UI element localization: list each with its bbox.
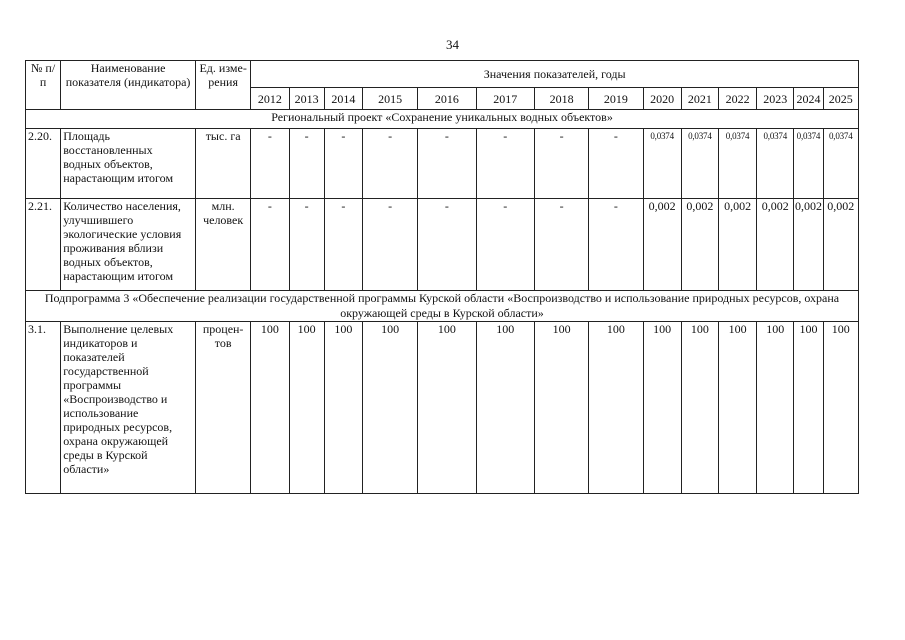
value-cell: 0,0374	[794, 129, 823, 199]
value-cell: -	[418, 199, 476, 291]
value-cell: 0,002	[757, 199, 794, 291]
value-cell: -	[362, 129, 417, 199]
header-values: Значения показателей, годы	[251, 61, 859, 88]
value-cell: 100	[418, 322, 476, 494]
value-cell: -	[534, 129, 588, 199]
value-cell: 0,002	[823, 199, 858, 291]
value-cell: -	[251, 129, 289, 199]
indicator-name: Площадь восстановленных водных объектов, нарастающим итогом	[61, 129, 196, 199]
value-cell: 0,0374	[681, 129, 718, 199]
value-cell: -	[589, 129, 643, 199]
subprogram-row	[26, 291, 859, 322]
indicators-table	[25, 60, 859, 494]
value-cell: -	[476, 129, 534, 199]
value-cell: 100	[289, 322, 324, 494]
header-name: Наименование показателя (индикатора)	[61, 61, 196, 110]
value-cell: 100	[794, 322, 823, 494]
header-row	[26, 61, 859, 88]
value-cell: -	[324, 129, 362, 199]
value-cell: -	[362, 199, 417, 291]
value-cell: 100	[718, 322, 756, 494]
value-cell: 0,0374	[823, 129, 858, 199]
value-cell: 100	[534, 322, 588, 494]
page-number: 34	[446, 37, 459, 52]
value-cell: 0,002	[794, 199, 823, 291]
value-cell: 100	[681, 322, 718, 494]
value-cell: 0,0374	[757, 129, 794, 199]
value-cell: -	[534, 199, 588, 291]
section-title: Региональный проект «Сохранение уникальных водных объектов»	[26, 110, 859, 129]
header-num: № п/п	[26, 61, 61, 110]
year-2023: 2023	[757, 88, 794, 110]
year-2018: 2018	[534, 88, 588, 110]
row-number: 2.20.	[26, 129, 61, 199]
table-row	[26, 322, 859, 494]
year-2019: 2019	[589, 88, 643, 110]
subprogram-title: Подпрограмма 3 «Обеспечение реализации государственной программы Курской области «Воспроизводство и использование природных ресурсов, охрана окружающей среды в Курской области»	[26, 291, 859, 322]
indicator-unit: процен-тов	[195, 322, 250, 494]
row-number: 2.21.	[26, 199, 61, 291]
year-2017: 2017	[476, 88, 534, 110]
year-2015: 2015	[362, 88, 417, 110]
table-row	[26, 129, 859, 199]
value-cell: -	[589, 199, 643, 291]
value-cell: 100	[362, 322, 417, 494]
year-2025: 2025	[823, 88, 858, 110]
indicator-name: Выполнение целевых индикаторов и показателей государственной программы «Воспроизводство и использование природных ресурсов, охрана окружающей среды в Курской области»	[61, 322, 196, 494]
value-cell: 100	[589, 322, 643, 494]
value-cell: 0,002	[643, 199, 681, 291]
year-2020: 2020	[643, 88, 681, 110]
year-2021: 2021	[681, 88, 718, 110]
value-cell: 100	[476, 322, 534, 494]
value-cell: 100	[251, 322, 289, 494]
value-cell: 0,0374	[718, 129, 756, 199]
value-cell: 0,0374	[643, 129, 681, 199]
value-cell: -	[418, 129, 476, 199]
value-cell: 100	[757, 322, 794, 494]
year-2012: 2012	[251, 88, 289, 110]
year-2013: 2013	[289, 88, 324, 110]
year-2022: 2022	[718, 88, 756, 110]
indicator-name: Количество населения, улучшившего экологические условия проживания вблизи водных объектов, нарастающим итогом	[61, 199, 196, 291]
year-2016: 2016	[418, 88, 476, 110]
value-cell: 100	[324, 322, 362, 494]
value-cell: 0,002	[681, 199, 718, 291]
value-cell: -	[251, 199, 289, 291]
value-cell: -	[324, 199, 362, 291]
value-cell: 100	[643, 322, 681, 494]
table-row	[26, 199, 859, 291]
value-cell: -	[289, 129, 324, 199]
value-cell: 0,002	[718, 199, 756, 291]
row-number: 3.1.	[26, 322, 61, 494]
value-cell: 100	[823, 322, 858, 494]
year-2024: 2024	[794, 88, 823, 110]
year-2014: 2014	[324, 88, 362, 110]
value-cell: -	[289, 199, 324, 291]
section-title-row	[26, 110, 859, 129]
header-unit: Ед. изме-рения	[195, 61, 250, 110]
indicator-unit: млн. человек	[195, 199, 250, 291]
indicator-unit: тыс. га	[195, 129, 250, 199]
value-cell: -	[476, 199, 534, 291]
